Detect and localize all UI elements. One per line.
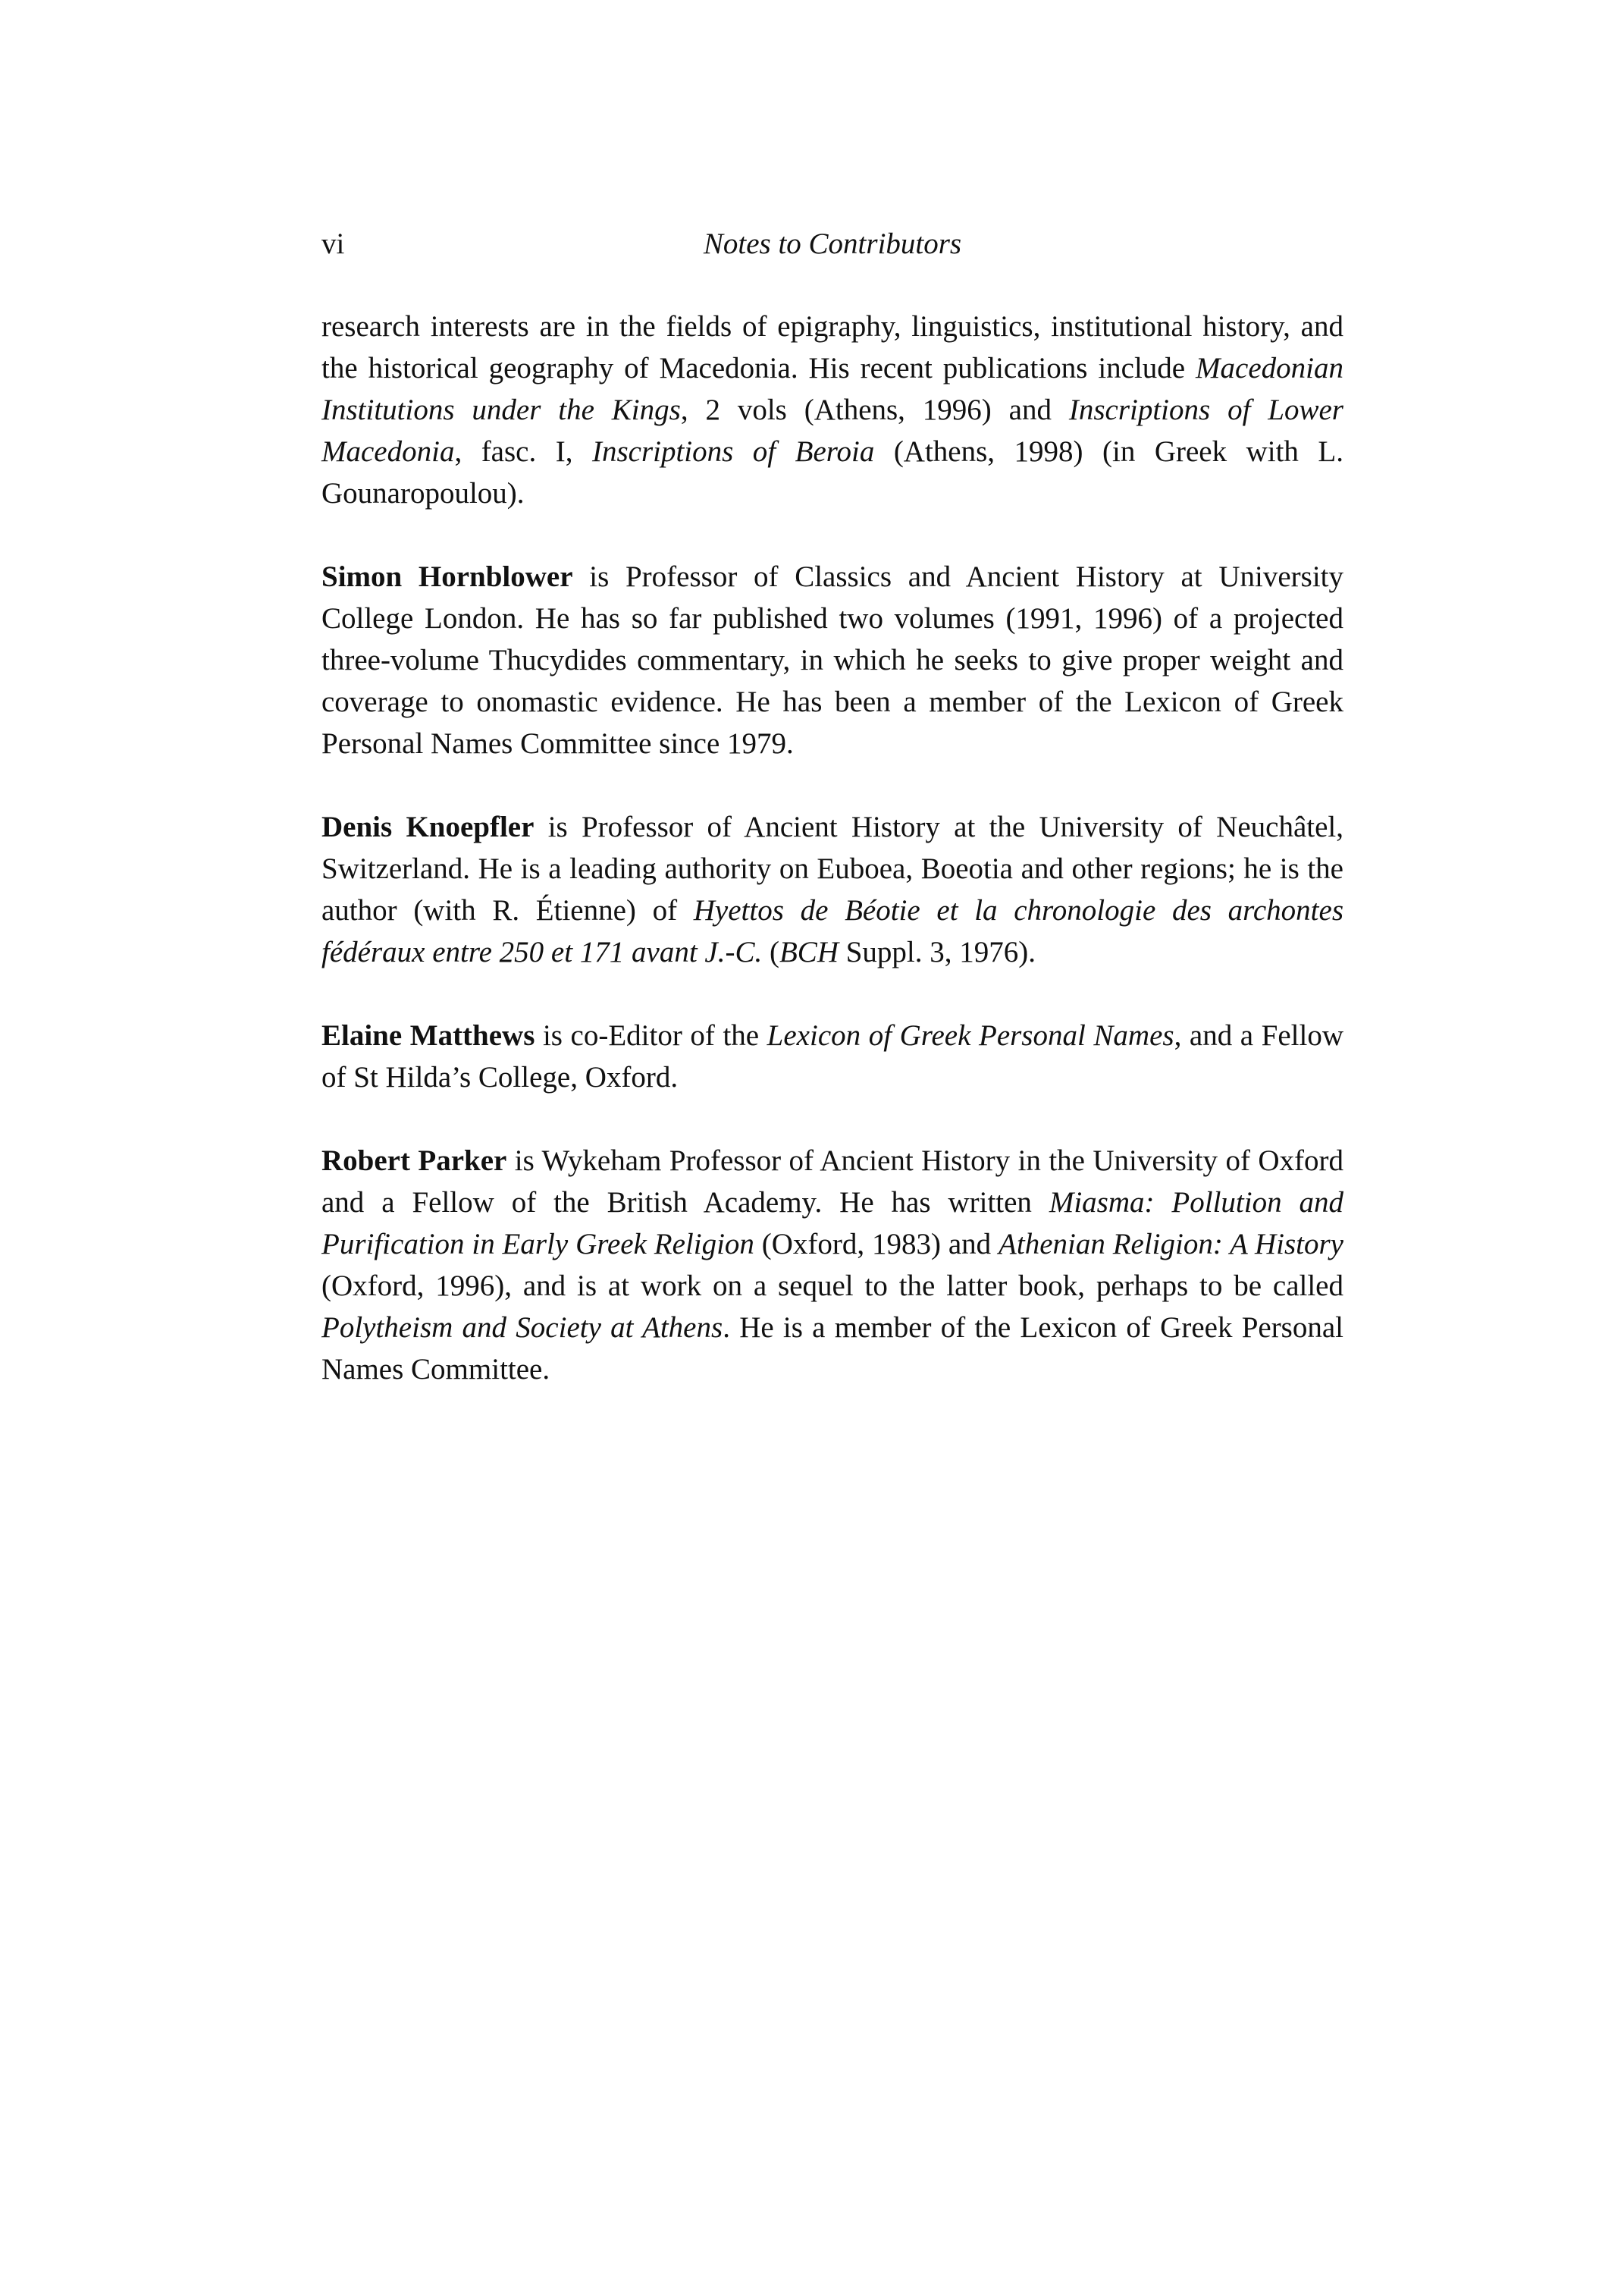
contributor-name: Elaine Matthews	[321, 1019, 535, 1052]
contributor-name: Robert Parker	[321, 1144, 507, 1177]
italic-title: Athenian Religion: A History	[999, 1228, 1343, 1260]
italic-title: Lexicon of Greek Personal Names	[767, 1019, 1174, 1052]
italic-title: BCH	[779, 936, 839, 968]
body-text: (Athens, 1998) (in Greek with L. Gounaropoulou).	[321, 435, 1344, 510]
body-text: , 2 vols (Athens, 1996) and	[680, 394, 1069, 426]
contributor-paragraph-elaine-matthews	[321, 1015, 1343, 1098]
italic-title: Inscriptions of Lower Macedonia	[321, 394, 1343, 468]
body-text: is Professor of Ancient History at the University of Neuchâtel, Switzerland. He is a leading authority on Euboea, Boeotia and other regions; he is the author (with R. Étienne) of	[321, 811, 1343, 927]
body-text: (	[762, 936, 779, 968]
italic-title: Inscriptions of Beroia	[591, 435, 875, 468]
body-text: Suppl. 3, 1976).	[838, 936, 1036, 968]
contributor-paragraph-robert-parker	[321, 1140, 1343, 1390]
contributor-paragraph-denis-knoepfler	[321, 806, 1343, 973]
body-text: is Professor of Classics and Ancient History at University College London. He has so far published two volumes (1991, 1996) of a projected three-volume Thucydides commentary, in which he seeks to give proper weight and coverage to onomastic evidence. He has been a member of the Lexicon of Greek Personal Names Committee since 1979.	[321, 560, 1343, 760]
body-text: research interests are in the fields of epigraphy, linguistics, institutional history, and the historical geography of Macedonia. His recent publications include	[321, 310, 1343, 384]
italic-title: Miasma: Pollution and Purification in Early Greek Religion	[321, 1186, 1343, 1260]
italic-title: Polytheism and Society at Athens	[321, 1311, 723, 1344]
body-text: is Wykeham Professor of Ancient History in the University of Oxford and a Fellow of the British Academy. He has written	[321, 1144, 1344, 1219]
body-text: . He is a member of the Lexicon of Greek Personal Names Committee.	[321, 1311, 1344, 1386]
contributor-name: Denis Knoepfler	[321, 811, 535, 843]
body-text: (Oxford, 1996), and is at work on a sequel to the latter book, perhaps to be called	[321, 1270, 1343, 1302]
contributor-paragraph-simon-hornblower	[321, 556, 1343, 764]
page-number: vi	[321, 228, 345, 260]
body-text: (Oxford, 1983) and	[754, 1228, 999, 1260]
body-text: , fasc. I,	[454, 435, 592, 468]
italic-title: Macedonian Institutions under the Kings	[321, 352, 1343, 426]
contributors-notes-body	[321, 306, 1343, 1432]
running-title: Notes to Contributors	[703, 228, 962, 260]
body-text: , and a Fellow of St Hilda’s College, Oxford.	[321, 1019, 1343, 1094]
body-text: is co-Editor of the	[535, 1019, 767, 1052]
running-head	[321, 221, 1343, 267]
italic-title: Hyettos de Béotie et la chronologie des archontes fédéraux entre 250 et 171 avant J.-C.	[321, 894, 1343, 968]
contributor-name: Simon Hornblower	[321, 560, 573, 593]
contributor-paragraph-continued	[321, 306, 1343, 514]
